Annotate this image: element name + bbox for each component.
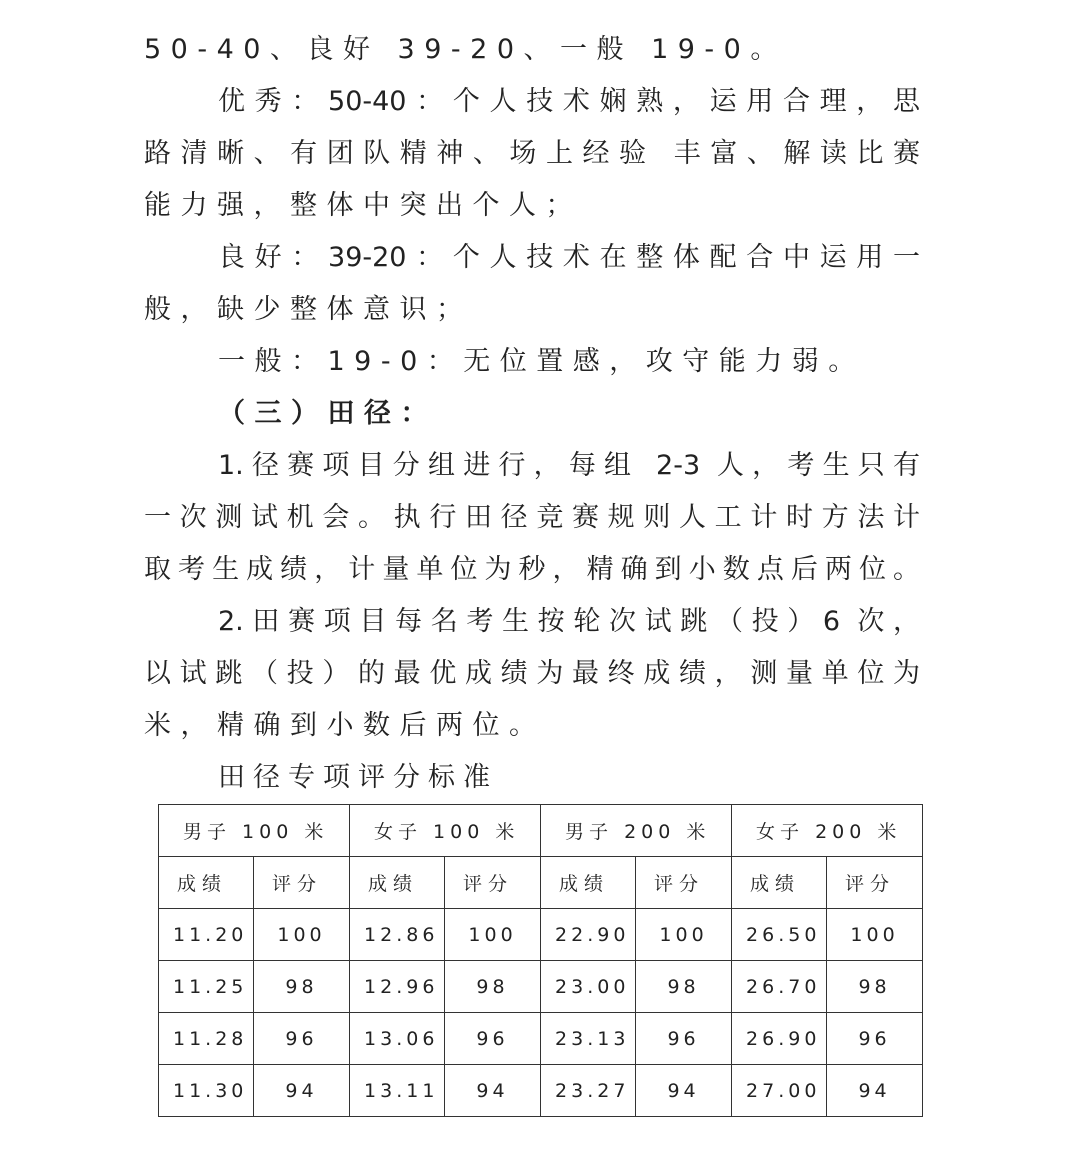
cell-score: 98 xyxy=(636,961,732,1013)
text-line-track-rule-1: 1.径赛项目分组进行，每组 2-3 人，考生只有 xyxy=(218,450,920,481)
cell-score: 100 xyxy=(827,909,923,961)
cell-result: 23.13 xyxy=(541,1013,636,1065)
cell-score: 98 xyxy=(445,961,541,1013)
cell-score: 100 xyxy=(254,909,350,961)
sub-header-result: 成绩 xyxy=(541,857,636,909)
group-header-women-200m: 女子 200 米 xyxy=(732,805,923,857)
cell-result: 13.11 xyxy=(350,1065,445,1117)
cell-score: 96 xyxy=(445,1013,541,1065)
cell-result: 26.50 xyxy=(732,909,827,961)
group-header-men-200m: 男子 200 米 xyxy=(541,805,732,857)
cell-score: 94 xyxy=(445,1065,541,1117)
sub-header-score: 评分 xyxy=(636,857,732,909)
text-line-excellent-cont-2: 能力强，整体中突出个人； xyxy=(144,190,582,221)
cell-score: 96 xyxy=(827,1013,923,1065)
text-line-field-rule-2: 以试跳（投）的最优成绩为最终成绩，测量单位为 xyxy=(144,658,920,689)
text-line-average: 一般：19-0：无位置感，攻守能力弱。 xyxy=(218,346,865,377)
table-caption: 田径专项评分标准 xyxy=(218,762,498,793)
cell-result: 11.28 xyxy=(159,1013,254,1065)
group-header-men-100m: 男子 100 米 xyxy=(159,805,350,857)
cell-result: 22.90 xyxy=(541,909,636,961)
cell-score: 94 xyxy=(827,1065,923,1117)
cell-result: 27.00 xyxy=(732,1065,827,1117)
cell-score: 96 xyxy=(636,1013,732,1065)
table-row xyxy=(159,1013,923,1065)
cell-result: 26.70 xyxy=(732,961,827,1013)
cell-result: 26.90 xyxy=(732,1013,827,1065)
cell-result: 23.00 xyxy=(541,961,636,1013)
table-row xyxy=(159,1065,923,1117)
cell-score: 100 xyxy=(445,909,541,961)
table-row xyxy=(159,961,923,1013)
group-header-women-100m: 女子 100 米 xyxy=(350,805,541,857)
cell-result: 12.96 xyxy=(350,961,445,1013)
athletics-score-table xyxy=(158,804,923,1117)
text-line-track-rule-3: 取考生成绩，计量单位为秒，精确到小数点后两位。 xyxy=(144,554,920,585)
text-line-track-rule-2: 一次测试机会。执行田径竞赛规则人工计时方法计 xyxy=(144,502,920,533)
table-group-header-row xyxy=(159,805,923,857)
cell-score: 94 xyxy=(254,1065,350,1117)
sub-header-result: 成绩 xyxy=(350,857,445,909)
sub-header-result: 成绩 xyxy=(732,857,827,909)
text-line-excellent-cont-1: 路清晰、有团队精神、场上经验 丰富、解读比赛 xyxy=(144,138,920,169)
cell-result: 13.06 xyxy=(350,1013,445,1065)
section-heading-athletics: （三）田径： xyxy=(218,398,437,429)
text-line-field-rule-3: 米，精确到小数后两位。 xyxy=(144,710,546,741)
cell-result: 12.86 xyxy=(350,909,445,961)
cell-result: 11.30 xyxy=(159,1065,254,1117)
text-line-good-cont: 般，缺少整体意识； xyxy=(144,294,473,325)
sub-header-score: 评分 xyxy=(827,857,923,909)
cell-score: 100 xyxy=(636,909,732,961)
text-line-excellent: 优秀：50-40：个人技术娴熟，运用合理，思 xyxy=(218,86,920,117)
cell-result: 11.25 xyxy=(159,961,254,1013)
cell-score: 96 xyxy=(254,1013,350,1065)
sub-header-score: 评分 xyxy=(254,857,350,909)
text-line-scores-continued: 50-40、良好 39-20、一般 19-0。 xyxy=(144,34,787,65)
cell-result: 11.20 xyxy=(159,909,254,961)
cell-score: 94 xyxy=(636,1065,732,1117)
sub-header-score: 评分 xyxy=(445,857,541,909)
table-row xyxy=(159,909,923,961)
text-line-good: 良好：39-20：个人技术在整体配合中运用一 xyxy=(218,242,920,273)
cell-score: 98 xyxy=(827,961,923,1013)
text-line-field-rule-1: 2.田赛项目每名考生按轮次试跳（投）6 次， xyxy=(218,606,920,637)
cell-result: 23.27 xyxy=(541,1065,636,1117)
table-sub-header-row xyxy=(159,857,923,909)
cell-score: 98 xyxy=(254,961,350,1013)
sub-header-result: 成绩 xyxy=(159,857,254,909)
